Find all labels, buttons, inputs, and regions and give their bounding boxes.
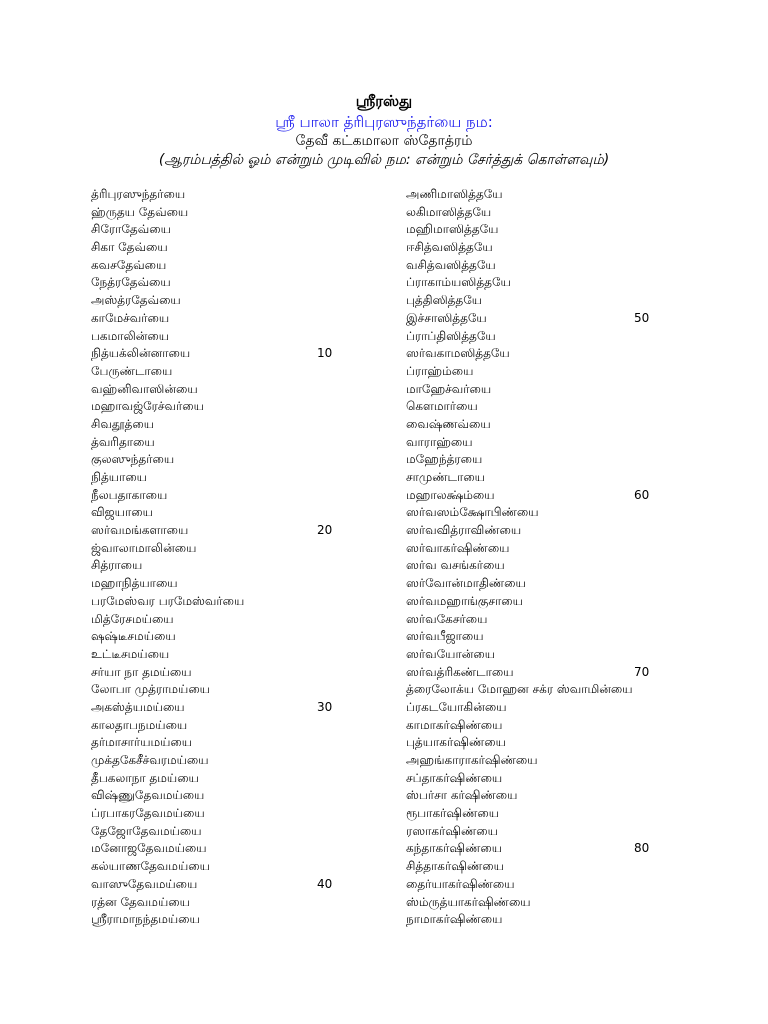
name-entry <box>91 664 451 682</box>
name-entry <box>91 681 451 699</box>
entry-name: ஸர்வோன்மாதிண்யை <box>406 576 526 591</box>
entry-name: நேத்ரதேவ்யை <box>91 275 171 290</box>
entry-name: ஸர்வாகர்ஷிண்யை <box>406 540 510 555</box>
document-instruction: (ஆரம்பத்தில் ஓம் என்றும் முடிவில் நம: என்றும் சேர்த்துக் கொள்ளவும்) <box>158 152 610 168</box>
name-entry <box>91 628 451 646</box>
document-title: ஸ்ரீ பாலா த்ரிபுரஸுந்தர்யை நம: <box>275 113 493 131</box>
name-entry <box>406 840 706 858</box>
name-entry <box>91 611 451 629</box>
entry-name: த்வரிதாயை <box>91 434 155 449</box>
name-entry <box>91 593 451 611</box>
name-entry <box>91 858 451 876</box>
entry-name: ரத்ன தேவமய்யை <box>91 894 190 909</box>
entry-count: 50 <box>634 310 650 325</box>
name-entry <box>91 699 451 717</box>
name-entry <box>406 487 706 505</box>
entry-name: குலஸுந்தர்யை <box>91 452 175 467</box>
name-entry <box>91 575 451 593</box>
name-entry <box>406 575 706 593</box>
entry-name: கவசதேவ்யை <box>91 257 167 272</box>
name-entry <box>91 522 451 540</box>
entry-name: அணிமாஸித்தயே <box>406 187 503 201</box>
name-entry <box>406 345 706 363</box>
entry-name: ஸர்வகேசர்யை <box>406 611 488 626</box>
name-entry <box>406 770 706 788</box>
entry-name: ஸர்வ வசங்கர்யை <box>406 558 505 573</box>
entry-name: சாமுண்டாயை <box>406 470 485 484</box>
name-entry <box>91 416 451 434</box>
entry-name: ஈசித்வஸித்தயே <box>406 240 493 255</box>
entry-name: ரூபாகர்ஷிண்யை <box>406 806 499 821</box>
entry-name: மனோஜதேவமய்யை <box>91 841 207 856</box>
entry-name: நித்யக்லின்னாயை <box>91 346 191 361</box>
name-entry <box>91 557 451 575</box>
name-entry <box>91 734 451 752</box>
name-entry <box>406 257 706 275</box>
right-name-list <box>406 186 706 929</box>
entry-name: லகிமாஸித்தயே <box>406 204 492 219</box>
entry-name: சப்தாகர்ஷிண்யை <box>406 770 503 785</box>
entry-name: மஹாலக்ஷ்ம்யை <box>406 487 495 502</box>
entry-name: ஸ்பர்சா கர்ஷிண்யை <box>406 788 518 803</box>
entry-name: ரஸாகர்ஷிண்யை <box>406 823 498 838</box>
entry-name: காமாகர்ஷிண்யை <box>406 717 503 732</box>
entry-name: ஸர்வமஹாங்குசாயை <box>406 593 523 608</box>
entry-name: விஷ்ணுதேவமய்யை <box>91 788 205 803</box>
name-entry <box>91 398 451 416</box>
name-entry <box>91 770 451 788</box>
entry-name: தர்மாசார்யமய்யை <box>91 735 193 750</box>
name-entry <box>91 381 451 399</box>
name-entry <box>91 911 451 929</box>
entry-name: மஹிமாஸித்தயே <box>406 222 499 237</box>
entry-name: ப்ராஹ்ம்யை <box>406 363 474 378</box>
entry-name: முக்தகேசீச்வரமய்யை <box>91 753 209 767</box>
name-entry <box>406 858 706 876</box>
name-entry <box>406 416 706 434</box>
entry-name: மாஹேச்வர்யை <box>406 381 492 396</box>
entry-name: தேஜோதேவமய்யை <box>91 823 202 838</box>
entry-name: நாமாகர்ஷிண்யை <box>406 912 503 927</box>
name-entry <box>406 823 706 841</box>
name-entry <box>406 646 706 664</box>
name-entry <box>406 611 706 629</box>
name-entry <box>406 434 706 452</box>
name-entry <box>91 504 451 522</box>
entry-name: தீபகலாநா தமய்யை <box>91 770 199 785</box>
entry-name: ப்ராப்திஸித்தயே <box>406 328 496 343</box>
entry-name: ஸர்வத்ரிகண்டாயை <box>406 664 514 679</box>
entry-name: புத்யாகர்ஷிண்யை <box>406 735 506 750</box>
name-entry <box>91 204 451 222</box>
entry-name: ஸர்வபீஜாயை <box>406 629 484 644</box>
name-entry <box>406 522 706 540</box>
entry-name: தைர்யாகர்ஷிண்யை <box>406 876 515 891</box>
entry-name: பேருண்டாயை <box>91 363 173 378</box>
name-entry <box>91 451 451 469</box>
name-entry <box>406 805 706 823</box>
entry-name: பகமாலின்யை <box>91 328 170 343</box>
name-entry <box>91 823 451 841</box>
name-entry <box>406 894 706 912</box>
entry-name: வைஷ்ணவ்யை <box>406 416 491 431</box>
entry-name: ப்ரகடயோகின்யை <box>406 699 507 714</box>
name-entry <box>406 204 706 222</box>
entry-name: ப்ரபாகரதேவமய்யை <box>91 806 205 821</box>
name-entry <box>91 752 451 770</box>
name-entry <box>406 363 706 381</box>
document-subtitle: தேவீ கட்கமாலா ஸ்தோத்ரம் <box>295 133 473 149</box>
name-entry <box>406 911 706 929</box>
entry-name: அஹங்காராகர்ஷிண்யை <box>406 753 538 767</box>
name-entry <box>406 664 706 682</box>
entry-name: புத்திஸித்தயே <box>406 293 483 308</box>
entry-name: சிவதூத்யை <box>91 416 154 431</box>
name-entry <box>406 876 706 894</box>
entry-name: த்ரைலோக்ய மோஹன சக்ர ஸ்வாமின்யை <box>406 682 633 697</box>
name-entry <box>91 221 451 239</box>
entry-name: விஜயாயை <box>91 505 153 520</box>
name-entry <box>91 469 451 487</box>
name-entry <box>406 186 706 204</box>
name-entry <box>406 274 706 292</box>
name-entry <box>91 292 451 310</box>
name-entry <box>91 894 451 912</box>
name-entry <box>406 310 706 328</box>
entry-name: நீலபதாகாயை <box>91 487 168 502</box>
name-entry <box>406 292 706 310</box>
name-entry <box>406 504 706 522</box>
entry-name: சிகா தேவ்யை <box>91 240 168 255</box>
entry-name: காலதாபநமய்யை <box>91 717 188 732</box>
name-entry <box>406 398 706 416</box>
entry-name: ப்ராகாம்யஸித்தயே <box>406 275 511 290</box>
entry-name: ஸர்வயோன்யை <box>406 646 496 661</box>
name-entry <box>91 345 451 363</box>
entry-name: ஸ்ம்ருத்யாகர்ஷிண்யை <box>406 894 531 909</box>
name-entry <box>91 274 451 292</box>
entry-name: வாராஹ்யை <box>406 434 473 449</box>
entry-name: சிரோதேவ்யை <box>91 222 171 237</box>
entry-name: அஸ்த்ரதேவ்யை <box>91 293 181 308</box>
entry-name: காமேச்வர்யை <box>91 310 170 325</box>
name-entry <box>91 805 451 823</box>
entry-name: மஹாநித்யாயை <box>91 576 178 591</box>
name-entry <box>406 717 706 735</box>
entry-name: சித்ராயை <box>91 558 143 573</box>
name-entry <box>91 646 451 664</box>
entry-count: 10 <box>317 346 333 361</box>
name-entry <box>91 328 451 346</box>
entry-name: வாஸுதேவமய்யை <box>91 876 198 891</box>
name-entry <box>91 717 451 735</box>
name-entry <box>406 787 706 805</box>
entry-name: லோபா முத்ராமய்யை <box>91 682 210 697</box>
entry-name: ஸ்ரீராமாநந்தமய்யை <box>91 912 200 927</box>
entry-name: அகஸ்த்யமய்யை <box>91 699 185 714</box>
name-entry <box>91 257 451 275</box>
entry-count: 20 <box>317 523 333 538</box>
name-entry <box>91 787 451 805</box>
name-entry <box>91 840 451 858</box>
entry-name: இச்சாஸித்தயே <box>406 310 487 325</box>
entry-name: ஜ்வாலாமாலின்யை <box>91 540 197 555</box>
entry-count: 80 <box>634 841 650 856</box>
entry-count: 60 <box>634 487 650 502</box>
entry-name: ஸர்வகாமஸித்தயே <box>406 346 510 361</box>
entry-name: ஷஷ்டீசமய்யை <box>91 629 176 644</box>
name-entry <box>91 876 451 894</box>
name-entry <box>406 752 706 770</box>
entry-name: மித்ரேசமய்யை <box>91 611 174 626</box>
entry-name: ஸர்வமங்களாயை <box>91 523 189 538</box>
entry-name: சித்தாகர்ஷிண்யை <box>406 859 504 874</box>
name-entry <box>406 451 706 469</box>
entry-name: ஹ்ருதய தேவ்யை <box>91 204 189 219</box>
entry-name: மஹாவஜ்ரேச்வர்யை <box>91 399 204 414</box>
name-entry <box>91 363 451 381</box>
name-entry <box>91 186 451 204</box>
entry-name: பரமேஸ்வர பரமேஸ்வர்யை <box>91 593 245 608</box>
name-entry <box>91 310 451 328</box>
name-entry <box>406 699 706 717</box>
name-entry <box>406 734 706 752</box>
entry-count: 30 <box>317 699 333 714</box>
name-entry <box>406 221 706 239</box>
name-entry <box>406 593 706 611</box>
name-entry <box>406 328 706 346</box>
name-entry <box>406 239 706 257</box>
document-heading: ஸ்ரீரஸ்து <box>355 92 413 110</box>
entry-name: நித்யாயை <box>91 470 147 484</box>
entry-name: மஹேந்த்ரயை <box>406 452 483 467</box>
entry-name: ஸர்வவித்ராவிண்யை <box>406 523 522 538</box>
name-entry <box>91 434 451 452</box>
name-entry <box>406 469 706 487</box>
entry-name: சர்யா நா தமய்யை <box>91 664 192 679</box>
entry-name: த்ரிபுரஸுந்தர்யை <box>91 187 186 201</box>
entry-name: கல்யாணதேவமய்யை <box>91 859 210 874</box>
name-entry <box>406 381 706 399</box>
entry-count: 70 <box>634 664 650 679</box>
entry-name: வஹ்னிவாஸின்யை <box>91 381 198 396</box>
name-entry <box>406 628 706 646</box>
entry-count: 40 <box>317 876 333 891</box>
entry-name: வசித்வஸித்தயே <box>406 257 496 272</box>
name-entry <box>406 557 706 575</box>
name-entry <box>406 681 706 699</box>
left-name-list <box>91 186 451 929</box>
entry-name: உட்டீசமய்யை <box>91 646 170 661</box>
entry-name: கௌமார்யை <box>406 399 478 414</box>
name-entry <box>91 487 451 505</box>
name-entry <box>91 239 451 257</box>
entry-name: ஸர்வஸம்க்ஷோபிண்யை <box>406 505 539 520</box>
entry-name: கந்தாகர்ஷிண்யை <box>406 841 503 856</box>
name-entry <box>91 540 451 558</box>
name-entry <box>406 540 706 558</box>
